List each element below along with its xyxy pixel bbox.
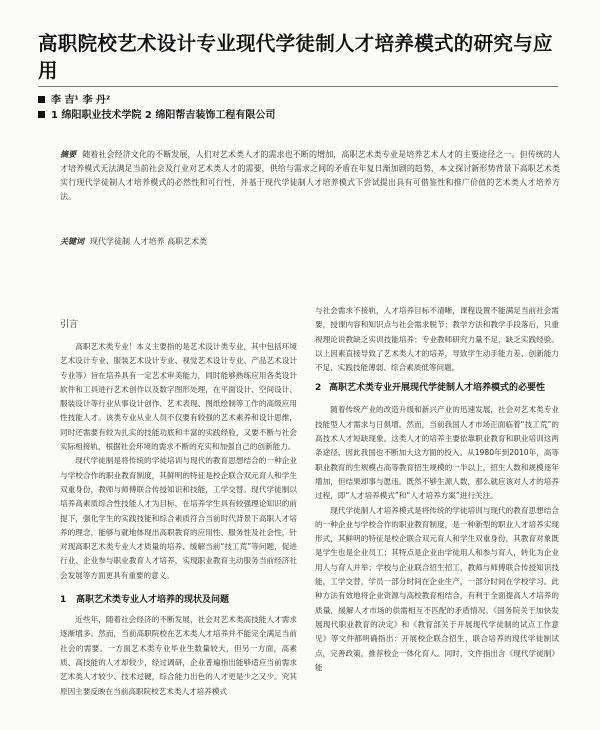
affiliation-line <box>38 106 275 121</box>
section-heading-2 <box>315 381 559 395</box>
affiliations: 1 绵阳职业技术学院 2 绵阳帮吉装饰工程有限公司 <box>51 110 276 121</box>
section-number: 1 <box>60 595 67 606</box>
bullet-square-icon <box>38 96 45 103</box>
section-number: 2 <box>315 383 322 394</box>
right-column <box>315 304 559 675</box>
keywords-label: 关键词 <box>60 237 84 246</box>
abstract-label: 摘要 <box>60 150 77 159</box>
abstract <box>60 148 560 204</box>
paragraph: 高职艺术类专业！本义主要指的是艺术设计类专业，其中包括环境艺术设计专业、服装艺术设计专业、视觉艺术设计专业、产品艺术设计专业等）旨在培养具有一定艺术审美能力，同时能够熟练应用各类设计软件和工具进行艺术创作以及数字图形处理，在平面设计、空间设计、服装设计等行业从事设计创作、艺术表现、图纸绘制等工作的高级应用性技能人才。该类专业从业人员不仅要有较强的艺术素养和设计思维，同时还需要有较为扎实的技能功底和丰富的实践经验，又要不断与社会实际相接轨，根据社会环境的需求不断的充实和加强自己的创新能力。 <box>60 342 297 452</box>
section-title: 高职艺术类专业开展现代学徒制人才培养模式的必要性 <box>329 383 546 394</box>
paragraph: 现代学徒制是将传统的学徒培训与现代的教育思想结合的一种企业与学校合作的职业教育制度，其鲜明的特征是校企联合双元育人和学生双重身份，教师与师傅联合传授知识和技能，工学交替。现代学徒制以培养高素质综合性技能人才为目标，在培养学生具有较强理论知识的前提下，强化学生的实践技能和综合素质符合当前时代背景下高职人才培养的理念，能够与就地体现出高职教育的应用性、服务性及社会性，针对现高职艺术类专业人才质量的培养、缓解当前“技工荒”等问题，促进行业、企业参与职业教育人才培养，实现职业教育主动服务当前经济社会发展等方面更具有重要的意义。 <box>60 456 297 580</box>
paragraph: 近些年，随着社会经济的不断发展，社会对艺术类高技能人才需求逐渐增多。然而，当前高职院校在艺术类人才培养并不能完全满足当前社会的需要。一方面艺术类专业毕业生数量较大，但另一方面，高素质、高技能的人才却较少，经过调研，企业普遍指出能够适应当前需求艺术类人才较少、技术过硬，综合能力出色的人才更是少之又少。究其原因主要反映在当前高职院校艺术类人才培养模式 <box>60 615 297 696</box>
authors: 李 吉¹ 李 丹² <box>51 95 111 106</box>
bullet-square-icon <box>38 111 45 118</box>
keywords-text: 现代学徒制 人才培养 高职艺术类 <box>90 237 208 246</box>
left-column <box>60 318 297 699</box>
section-title: 高职艺术类专业人才培养的现状及问题 <box>76 595 230 606</box>
abstract-text: 随着社会经济文化的不断发展，人们对艺术类人才的需求也不断的增加，高职艺术类专业是培养艺术人才的主要途径之一。但传统的人才培养模式无法满足当前社会及行业对艺术类人才的需要，供给与需求之间的矛盾在年复日渐加剧的趋势，本文探讨新形势背景下高职艺术类实行现代学徒制人才培养模式的必然性和可行性，并基于现代学徒制人才培养模式下尝试提出具有可借鉴性和推广价值的艺术类人才培养方法。 <box>60 150 560 201</box>
paragraph: 随着传统产业的改造升级和新兴产业的迅速发展，社会对艺术类专业技能型人才需求与日俱增。然而，当前我国人才市场正面临着“技工荒”的高技术人才短缺现象。这类人才的培养主要依靠职业教育和职业培训这两条途径，因此我国也不断加大这方面的投入。从1980年到2010年，高等职业教育的生规模占高等教育招生规模的一半以上，招生人数和规模逐年增加，但结果却事与愿违。既然不够生源人数，那么就应该对人才的培养过程，即“人才培养模式”和“人才培养方案”进行关注。 <box>315 405 559 501</box>
section-heading-1 <box>60 593 297 607</box>
paragraph: 与社会需求不接轨，人才培养目标不清晰，课程设置不能满足当前社会需要，授课内容和知识点与社会需求脱节；教学方法和教学手段落后，只重视理论说教缺乏实训技能培养；专业教师研究力量不足，缺乏实践经验。以上因素直接导致了艺术类人才的培养，导致学生动手能力差、创新能力不足、实践技能薄弱、综合素质低等问题。 <box>315 306 559 373</box>
section-heading-intro: 引言 <box>60 320 79 330</box>
title-divider <box>38 86 558 87</box>
paragraph: 现代学徒制人才培养模式是将传统的学徒培训与现代的教育思想结合的一种企业与学校合作的职业教育制度，是一种新型的职业人才培养实现形式，其鲜明的特征是校企联合双元育人和学生双重身份，其教育对象既是学生也是企业员工；其特点是企业由学徒用人和参与育人，转化为企业用人与育人并举；学校与企业联合招生招工，教师与师傅联合传授知识技能，工学交替，学员一部分时间在企业生产，一部分时间在学校学习。此种方法有效地将企业资源与高校教育相结合，有利于全面提高人才培养的质量，缓解人才市场的供需相互不匹配的矛盾情况。《国务院关于加快发展现代职业教育的决定》和《教育部关于开展现代学徒制的试点工作意见》等文件都明确指出：开展校企联合招生、联合培养的现代学徒制试点，完善政策，推荐校企一体化育人。同时，文件指出含《现代学徒制》能 <box>315 505 559 672</box>
author-line <box>38 91 110 106</box>
paper-title: 高职院校艺术设计专业现代学徒制人才培养模式的研究与应用 <box>38 32 553 82</box>
keywords <box>60 236 560 248</box>
